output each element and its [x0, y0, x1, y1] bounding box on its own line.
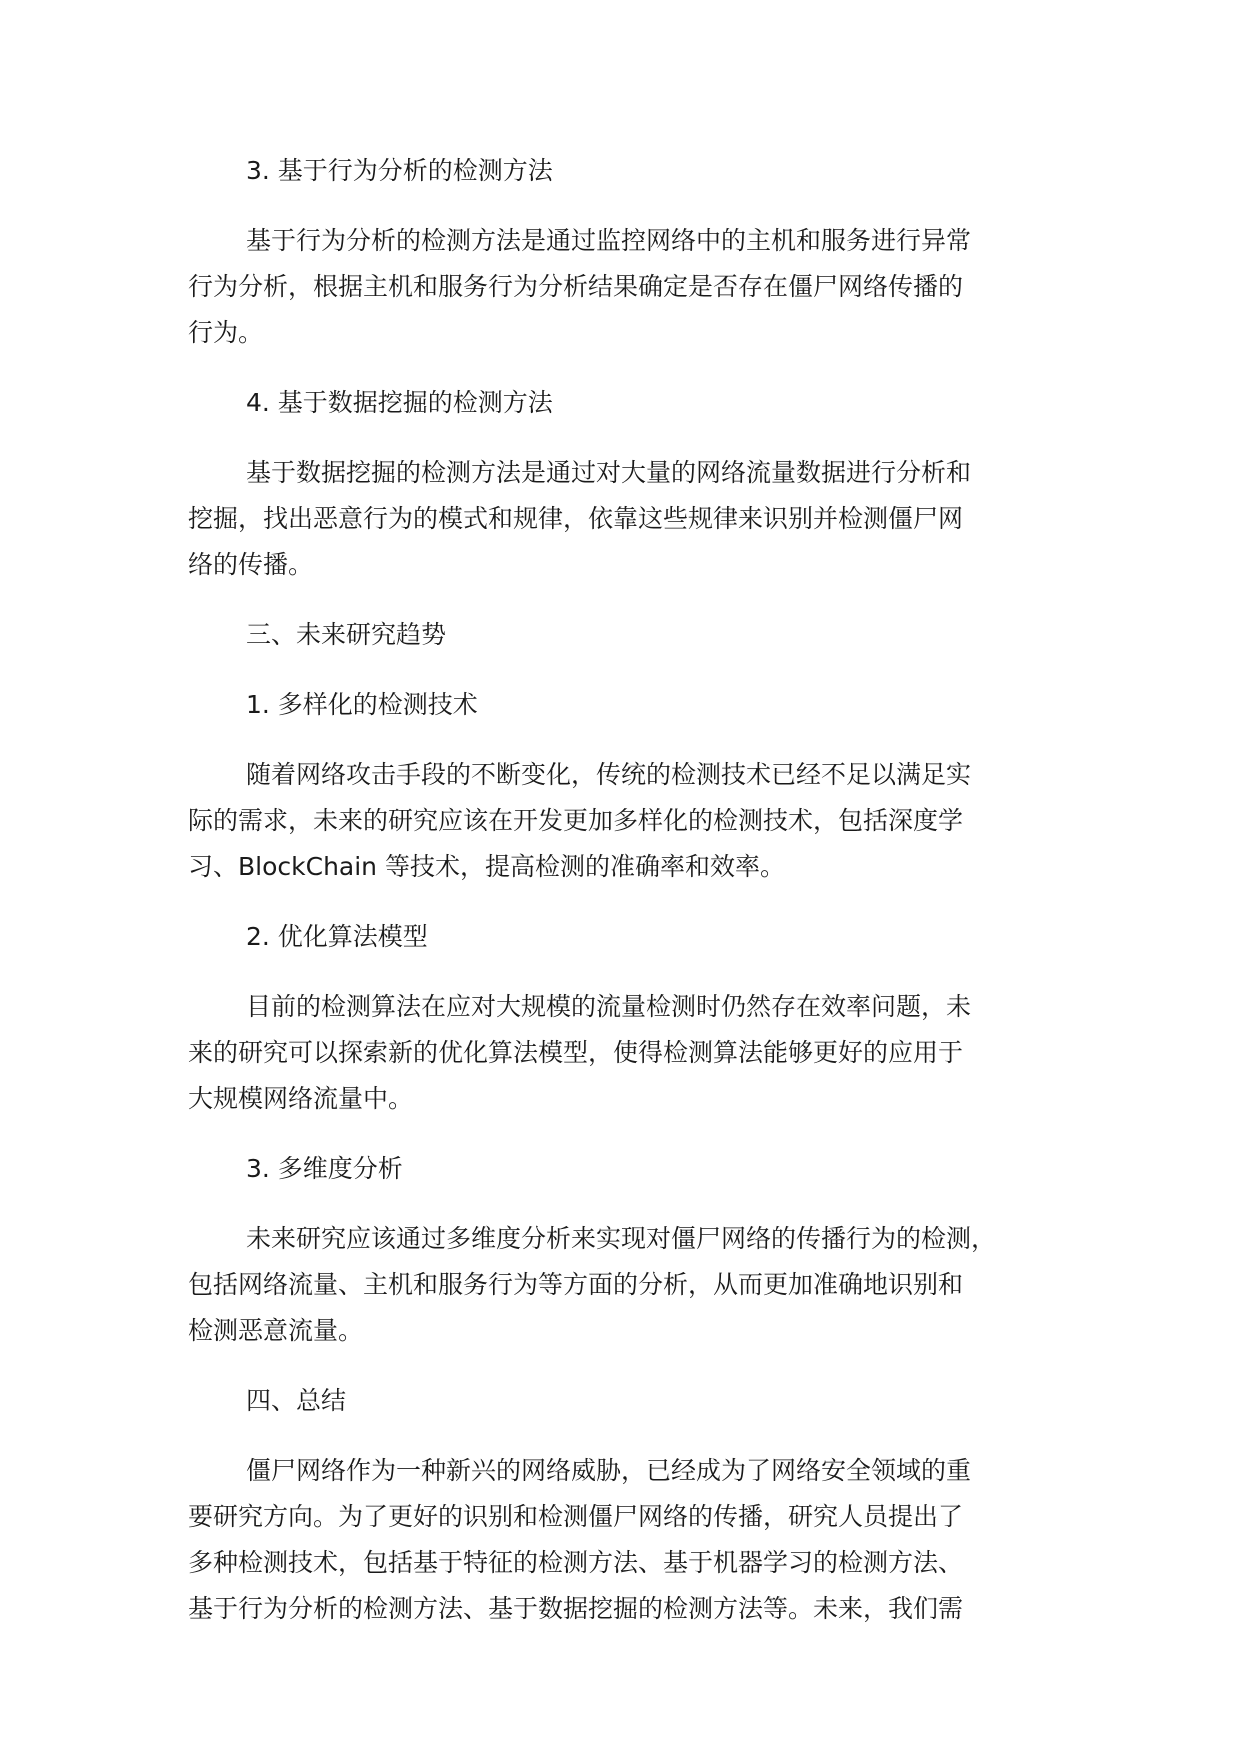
- paragraph-line: 基于数据挖掘的检测方法是通过对大量的网络流量数据进行分析和: [246, 458, 972, 487]
- paragraph-line: 随着网络攻击手段的不断变化，传统的检测技术已经不足以满足实: [246, 760, 972, 789]
- paragraph: [188, 450, 1078, 588]
- paragraph-line: 多种检测技术，包括基于特征的检测方法、基于机器学习的检测方法、: [188, 1548, 964, 1577]
- paragraph-line: 挖掘，找出恶意行为的模式和规律，依靠这些规律来识别并检测僵尸网: [188, 504, 964, 533]
- section-heading: 3. 多维度分析: [246, 1154, 403, 1183]
- paragraph-line: 来的研究可以探索新的优化算法模型，使得检测算法能够更好的应用于: [188, 1038, 964, 1067]
- paragraph-line: 络的传播。: [188, 550, 314, 579]
- paragraph-line: 包括网络流量、主机和服务行为等方面的分析，从而更加准确地识别和: [188, 1270, 964, 1299]
- paragraph-line: 僵尸网络作为一种新兴的网络威胁，已经成为了网络安全领域的重: [246, 1456, 972, 1485]
- paragraph-line: 要研究方向。为了更好的识别和检测僵尸网络的传播，研究人员提出了: [188, 1502, 964, 1531]
- paragraph-line: 基于行为分析的检测方法、基于数据挖掘的检测方法等。未来，我们需: [188, 1594, 964, 1623]
- section-heading: 三、未来研究趋势: [246, 620, 447, 649]
- paragraph-line: 检测恶意流量。: [188, 1316, 364, 1345]
- section-heading: 4. 基于数据挖掘的检测方法: [246, 388, 553, 417]
- section-heading: 3. 基于行为分析的检测方法: [246, 156, 553, 185]
- document-body: [188, 148, 1078, 1656]
- paragraph: [188, 218, 1078, 356]
- paragraph-line: 基于行为分析的检测方法是通过监控网络中的主机和服务进行异常: [246, 226, 972, 255]
- section-heading: 1. 多样化的检测技术: [246, 690, 478, 719]
- paragraph-line: 目前的检测算法在应对大规模的流量检测时仍然存在效率问题，未: [246, 992, 972, 1021]
- paragraph: [188, 984, 1078, 1122]
- paragraph-line: 行为。: [188, 318, 264, 347]
- paragraph: [188, 1216, 1078, 1354]
- paragraph-line: 大规模网络流量中。: [188, 1084, 414, 1113]
- paragraph-line: 未来研究应该通过多维度分析来实现对僵尸网络的传播行为的检测，: [246, 1224, 997, 1253]
- section-heading: 2. 优化算法模型: [246, 922, 428, 951]
- paragraph-line: 际的需求，未来的研究应该在开发更加多样化的检测技术，包括深度学: [188, 806, 964, 835]
- paragraph: [188, 752, 1078, 890]
- section-heading: 四、总结: [246, 1386, 347, 1415]
- paragraph-line: 行为分析，根据主机和服务行为分析结果确定是否存在僵尸网络传播的: [188, 272, 964, 301]
- paragraph-line: 习、BlockChain 等技术，提高检测的准确率和效率。: [188, 852, 785, 881]
- paragraph: [188, 1448, 1078, 1632]
